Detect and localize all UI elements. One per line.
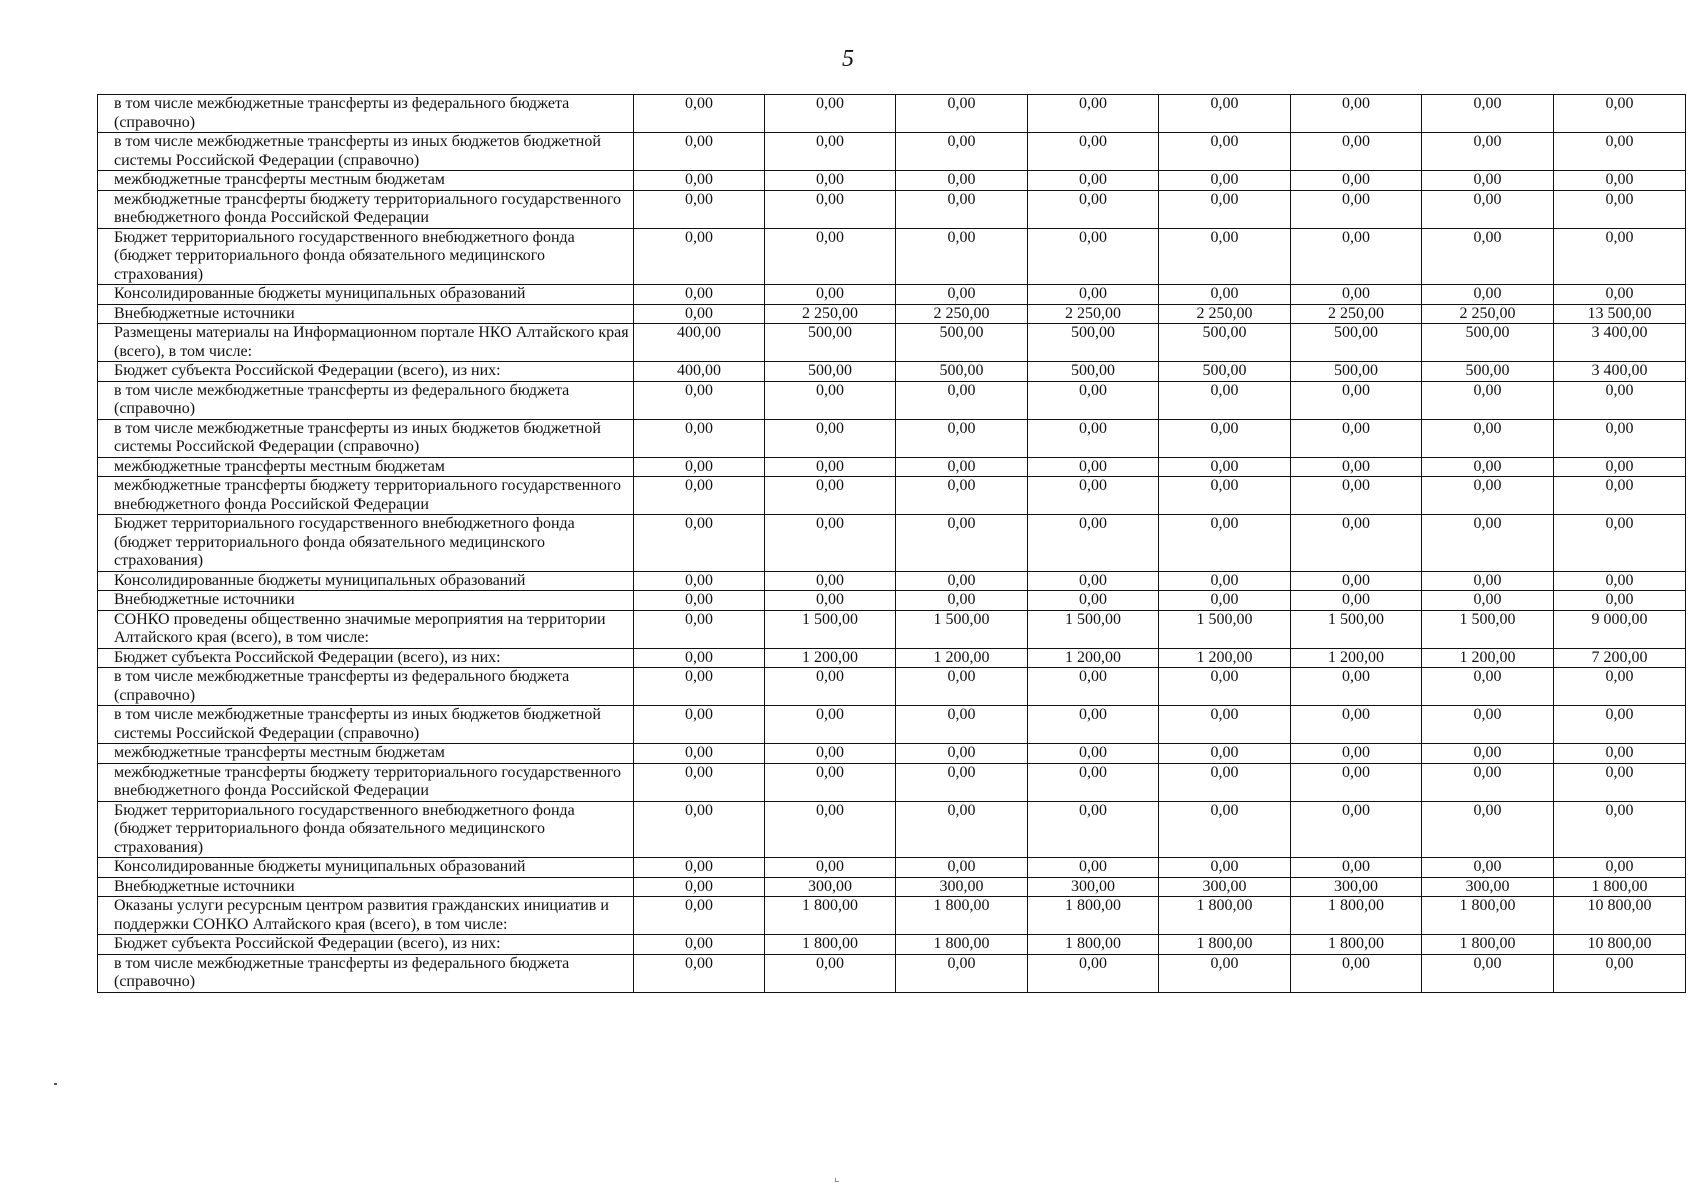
- year-value-cell: 2 250,00: [1291, 304, 1422, 324]
- year-value-cell: 500,00: [1422, 362, 1554, 382]
- row-total-cell: 0,00: [1554, 171, 1686, 191]
- year-value-cell: 0,00: [896, 285, 1028, 305]
- year-value-cell: 0,00: [634, 571, 765, 591]
- row-label: Бюджет территориального государственного внебюджетного фонда (бюджет территориального фонда обязательного медицинского страхования): [98, 228, 634, 285]
- year-value-cell: 1 200,00: [1291, 648, 1422, 668]
- row-label: в том числе межбюджетные трансферты из федерального бюджета (справочно): [98, 668, 634, 706]
- year-value-cell: 1 500,00: [1291, 610, 1422, 648]
- year-value-cell: 0,00: [634, 515, 765, 572]
- year-value-cell: 0,00: [634, 381, 765, 419]
- year-value-cell: 0,00: [896, 133, 1028, 171]
- year-value-cell: 0,00: [1422, 133, 1554, 171]
- year-value-cell: 2 250,00: [1028, 304, 1159, 324]
- row-label: Консолидированные бюджеты муниципальных образований: [98, 571, 634, 591]
- year-value-cell: 0,00: [1422, 515, 1554, 572]
- year-value-cell: 0,00: [634, 477, 765, 515]
- year-value-cell: 0,00: [1159, 228, 1291, 285]
- year-value-cell: 500,00: [896, 362, 1028, 382]
- year-value-cell: 0,00: [1028, 706, 1159, 744]
- table-row: [98, 877, 1686, 897]
- row-total-cell: 0,00: [1554, 668, 1686, 706]
- year-value-cell: 0,00: [765, 744, 896, 764]
- table-row: [98, 935, 1686, 955]
- year-value-cell: 0,00: [1028, 801, 1159, 858]
- year-value-cell: 0,00: [896, 419, 1028, 457]
- year-value-cell: 0,00: [1159, 381, 1291, 419]
- year-value-cell: 1 500,00: [896, 610, 1028, 648]
- row-total-cell: 0,00: [1554, 381, 1686, 419]
- year-value-cell: 0,00: [634, 801, 765, 858]
- year-value-cell: 0,00: [765, 801, 896, 858]
- row-label: Внебюджетные источники: [98, 304, 634, 324]
- year-value-cell: 0,00: [634, 591, 765, 611]
- year-value-cell: 1 800,00: [1159, 897, 1291, 935]
- year-value-cell: 0,00: [634, 285, 765, 305]
- year-value-cell: 0,00: [1422, 285, 1554, 305]
- year-value-cell: 300,00: [896, 877, 1028, 897]
- table-row: [98, 190, 1686, 228]
- scan-artifact-dot: [54, 1083, 57, 1085]
- year-value-cell: 0,00: [896, 477, 1028, 515]
- year-value-cell: 300,00: [1422, 877, 1554, 897]
- year-value-cell: 500,00: [765, 324, 896, 362]
- year-value-cell: 1 500,00: [1028, 610, 1159, 648]
- year-value-cell: 0,00: [1159, 419, 1291, 457]
- year-value-cell: 2 250,00: [765, 304, 896, 324]
- year-value-cell: 0,00: [765, 419, 896, 457]
- year-value-cell: 2 250,00: [896, 304, 1028, 324]
- year-value-cell: 0,00: [1028, 190, 1159, 228]
- year-value-cell: 0,00: [765, 571, 896, 591]
- year-value-cell: 0,00: [1422, 457, 1554, 477]
- year-value-cell: 0,00: [1028, 477, 1159, 515]
- year-value-cell: 0,00: [634, 706, 765, 744]
- row-total-cell: 0,00: [1554, 591, 1686, 611]
- year-value-cell: 0,00: [1291, 285, 1422, 305]
- year-value-cell: 0,00: [634, 648, 765, 668]
- year-value-cell: 0,00: [1291, 95, 1422, 133]
- row-total-cell: 0,00: [1554, 477, 1686, 515]
- year-value-cell: 0,00: [634, 457, 765, 477]
- year-value-cell: 1 800,00: [765, 935, 896, 955]
- year-value-cell: 0,00: [1028, 515, 1159, 572]
- row-label: СОНКО проведены общественно значимые мероприятия на территории Алтайского края (всего), в том числе:: [98, 610, 634, 648]
- year-value-cell: 0,00: [1159, 801, 1291, 858]
- year-value-cell: 0,00: [765, 477, 896, 515]
- year-value-cell: 1 800,00: [1028, 935, 1159, 955]
- row-label: в том числе межбюджетные трансферты из федерального бюджета (справочно): [98, 381, 634, 419]
- year-value-cell: 0,00: [1291, 477, 1422, 515]
- year-value-cell: 500,00: [1291, 362, 1422, 382]
- table-row: [98, 228, 1686, 285]
- year-value-cell: 1 800,00: [896, 897, 1028, 935]
- year-value-cell: 0,00: [1159, 190, 1291, 228]
- table-row: [98, 744, 1686, 764]
- year-value-cell: 0,00: [1422, 171, 1554, 191]
- row-total-cell: 9 000,00: [1554, 610, 1686, 648]
- row-label: Бюджет субъекта Российской Федерации (всего), из них:: [98, 935, 634, 955]
- year-value-cell: 1 200,00: [896, 648, 1028, 668]
- year-value-cell: 0,00: [1159, 744, 1291, 764]
- year-value-cell: 0,00: [1291, 133, 1422, 171]
- year-value-cell: 500,00: [896, 324, 1028, 362]
- row-label: в том числе межбюджетные трансферты из иных бюджетов бюджетной системы Российской Федерации (справочно): [98, 419, 634, 457]
- year-value-cell: 0,00: [1159, 515, 1291, 572]
- year-value-cell: 0,00: [896, 515, 1028, 572]
- year-value-cell: 0,00: [896, 171, 1028, 191]
- year-value-cell: 0,00: [1291, 171, 1422, 191]
- row-total-cell: 0,00: [1554, 954, 1686, 992]
- year-value-cell: 0,00: [1028, 591, 1159, 611]
- year-value-cell: 0,00: [1291, 668, 1422, 706]
- row-total-cell: 13 500,00: [1554, 304, 1686, 324]
- table-row: [98, 362, 1686, 382]
- row-total-cell: 0,00: [1554, 419, 1686, 457]
- year-value-cell: 0,00: [634, 171, 765, 191]
- year-value-cell: 0,00: [1291, 457, 1422, 477]
- year-value-cell: 0,00: [765, 954, 896, 992]
- row-label: межбюджетные трансферты местным бюджетам: [98, 457, 634, 477]
- year-value-cell: 0,00: [896, 858, 1028, 878]
- row-label: Бюджет субъекта Российской Федерации (всего), из них:: [98, 362, 634, 382]
- year-value-cell: 0,00: [896, 571, 1028, 591]
- year-value-cell: 0,00: [896, 457, 1028, 477]
- row-label: Консолидированные бюджеты муниципальных образований: [98, 285, 634, 305]
- row-total-cell: 0,00: [1554, 285, 1686, 305]
- year-value-cell: 0,00: [634, 419, 765, 457]
- year-value-cell: 0,00: [896, 190, 1028, 228]
- row-label: Консолидированные бюджеты муниципальных образований: [98, 858, 634, 878]
- table-row: [98, 897, 1686, 935]
- table-row: [98, 591, 1686, 611]
- year-value-cell: 0,00: [765, 95, 896, 133]
- row-total-cell: 0,00: [1554, 801, 1686, 858]
- year-value-cell: 0,00: [1028, 228, 1159, 285]
- table-row: [98, 801, 1686, 858]
- year-value-cell: 0,00: [634, 304, 765, 324]
- year-value-cell: 0,00: [1291, 228, 1422, 285]
- year-value-cell: 300,00: [1028, 877, 1159, 897]
- year-value-cell: 0,00: [634, 744, 765, 764]
- row-label: межбюджетные трансферты местным бюджетам: [98, 171, 634, 191]
- year-value-cell: 0,00: [1028, 171, 1159, 191]
- year-value-cell: 1 200,00: [1028, 648, 1159, 668]
- year-value-cell: 0,00: [1159, 706, 1291, 744]
- year-value-cell: 0,00: [634, 935, 765, 955]
- row-total-cell: 0,00: [1554, 515, 1686, 572]
- row-label: в том числе межбюджетные трансферты из иных бюджетов бюджетной системы Российской Федерации (справочно): [98, 706, 634, 744]
- year-value-cell: 0,00: [1159, 763, 1291, 801]
- table-row: [98, 610, 1686, 648]
- year-value-cell: 300,00: [765, 877, 896, 897]
- year-value-cell: 0,00: [1159, 591, 1291, 611]
- row-total-cell: 0,00: [1554, 571, 1686, 591]
- year-value-cell: 1 800,00: [765, 897, 896, 935]
- row-label: Бюджет субъекта Российской Федерации (всего), из них:: [98, 648, 634, 668]
- year-value-cell: 400,00: [634, 362, 765, 382]
- year-value-cell: 0,00: [1291, 381, 1422, 419]
- year-value-cell: 500,00: [1159, 362, 1291, 382]
- table-row: [98, 285, 1686, 305]
- year-value-cell: 0,00: [1159, 668, 1291, 706]
- year-value-cell: 0,00: [1422, 763, 1554, 801]
- year-value-cell: 1 800,00: [1159, 935, 1291, 955]
- table-row: [98, 763, 1686, 801]
- row-label: Бюджет территориального государственного внебюджетного фонда (бюджет территориального фонда обязательного медицинского страхования): [98, 801, 634, 858]
- year-value-cell: 1 800,00: [1422, 935, 1554, 955]
- table-row: [98, 324, 1686, 362]
- year-value-cell: 0,00: [896, 706, 1028, 744]
- page-number: 5: [842, 46, 854, 72]
- year-value-cell: 0,00: [1291, 858, 1422, 878]
- year-value-cell: 0,00: [1159, 171, 1291, 191]
- year-value-cell: 1 200,00: [765, 648, 896, 668]
- year-value-cell: 0,00: [765, 285, 896, 305]
- year-value-cell: 0,00: [634, 95, 765, 133]
- row-total-cell: 10 800,00: [1554, 935, 1686, 955]
- year-value-cell: 0,00: [1422, 954, 1554, 992]
- year-value-cell: 0,00: [1159, 477, 1291, 515]
- table-row: [98, 381, 1686, 419]
- year-value-cell: 0,00: [634, 858, 765, 878]
- year-value-cell: 0,00: [896, 591, 1028, 611]
- year-value-cell: 1 500,00: [1422, 610, 1554, 648]
- year-value-cell: 500,00: [1422, 324, 1554, 362]
- year-value-cell: 0,00: [1159, 457, 1291, 477]
- year-value-cell: 0,00: [1028, 668, 1159, 706]
- row-total-cell: 3 400,00: [1554, 362, 1686, 382]
- year-value-cell: 0,00: [1028, 285, 1159, 305]
- row-total-cell: 1 800,00: [1554, 877, 1686, 897]
- row-label: в том числе межбюджетные трансферты из иных бюджетов бюджетной системы Российской Федерации (справочно): [98, 133, 634, 171]
- table-row: [98, 477, 1686, 515]
- year-value-cell: 500,00: [765, 362, 896, 382]
- table-row: [98, 648, 1686, 668]
- year-value-cell: 0,00: [1028, 381, 1159, 419]
- year-value-cell: 0,00: [1291, 591, 1422, 611]
- row-total-cell: 3 400,00: [1554, 324, 1686, 362]
- year-value-cell: 0,00: [634, 763, 765, 801]
- year-value-cell: 0,00: [1028, 763, 1159, 801]
- year-value-cell: 500,00: [1291, 324, 1422, 362]
- table-row: [98, 954, 1686, 992]
- row-label: Оказаны услуги ресурсным центром развития гражданских инициатив и поддержки СОНКО Алтайского края (всего), в том числе:: [98, 897, 634, 935]
- year-value-cell: 0,00: [1422, 228, 1554, 285]
- row-total-cell: 10 800,00: [1554, 897, 1686, 935]
- year-value-cell: 0,00: [1291, 190, 1422, 228]
- year-value-cell: 0,00: [1028, 419, 1159, 457]
- row-total-cell: 0,00: [1554, 95, 1686, 133]
- year-value-cell: 0,00: [1159, 954, 1291, 992]
- year-value-cell: 0,00: [765, 228, 896, 285]
- table-row: [98, 668, 1686, 706]
- year-value-cell: 1 800,00: [1028, 897, 1159, 935]
- row-label: Внебюджетные источники: [98, 591, 634, 611]
- year-value-cell: 0,00: [1422, 801, 1554, 858]
- year-value-cell: 0,00: [1028, 457, 1159, 477]
- row-label: межбюджетные трансферты местным бюджетам: [98, 744, 634, 764]
- year-value-cell: 0,00: [765, 515, 896, 572]
- year-value-cell: 0,00: [634, 228, 765, 285]
- year-value-cell: 500,00: [1028, 324, 1159, 362]
- year-value-cell: 0,00: [765, 591, 896, 611]
- year-value-cell: 0,00: [1422, 744, 1554, 764]
- year-value-cell: 0,00: [1028, 858, 1159, 878]
- year-value-cell: 0,00: [1422, 190, 1554, 228]
- row-label: межбюджетные трансферты бюджету территориального государственного внебюджетного фонда Российской Федерации: [98, 190, 634, 228]
- year-value-cell: 0,00: [1291, 515, 1422, 572]
- year-value-cell: 0,00: [1159, 133, 1291, 171]
- year-value-cell: 300,00: [1159, 877, 1291, 897]
- year-value-cell: 0,00: [765, 858, 896, 878]
- row-total-cell: 0,00: [1554, 763, 1686, 801]
- year-value-cell: 2 250,00: [1422, 304, 1554, 324]
- row-total-cell: 0,00: [1554, 190, 1686, 228]
- year-value-cell: 0,00: [765, 763, 896, 801]
- year-value-cell: 0,00: [1028, 133, 1159, 171]
- year-value-cell: 0,00: [634, 610, 765, 648]
- year-value-cell: 0,00: [1422, 419, 1554, 457]
- year-value-cell: 0,00: [765, 171, 896, 191]
- year-value-cell: 0,00: [896, 95, 1028, 133]
- year-value-cell: 1 500,00: [1159, 610, 1291, 648]
- table-row: [98, 457, 1686, 477]
- row-total-cell: 7 200,00: [1554, 648, 1686, 668]
- year-value-cell: 0,00: [634, 897, 765, 935]
- year-value-cell: 0,00: [1159, 95, 1291, 133]
- year-value-cell: 0,00: [765, 457, 896, 477]
- year-value-cell: 0,00: [896, 954, 1028, 992]
- year-value-cell: 300,00: [1291, 877, 1422, 897]
- year-value-cell: 0,00: [1422, 477, 1554, 515]
- year-value-cell: 0,00: [634, 668, 765, 706]
- row-total-cell: 0,00: [1554, 744, 1686, 764]
- year-value-cell: 0,00: [1291, 744, 1422, 764]
- year-value-cell: 0,00: [1028, 744, 1159, 764]
- year-value-cell: 0,00: [1291, 571, 1422, 591]
- table-row: [98, 858, 1686, 878]
- year-value-cell: 0,00: [1159, 285, 1291, 305]
- table-row: [98, 515, 1686, 572]
- year-value-cell: 0,00: [1291, 763, 1422, 801]
- year-value-cell: 500,00: [1159, 324, 1291, 362]
- table-row: [98, 419, 1686, 457]
- year-value-cell: 0,00: [896, 668, 1028, 706]
- year-value-cell: 0,00: [634, 190, 765, 228]
- row-label: Внебюджетные источники: [98, 877, 634, 897]
- row-label: межбюджетные трансферты бюджету территориального государственного внебюджетного фонда Российской Федерации: [98, 763, 634, 801]
- row-label: в том числе межбюджетные трансферты из федерального бюджета (справочно): [98, 95, 634, 133]
- year-value-cell: 0,00: [1028, 571, 1159, 591]
- year-value-cell: 0,00: [1422, 591, 1554, 611]
- row-total-cell: 0,00: [1554, 706, 1686, 744]
- table-row: [98, 171, 1686, 191]
- year-value-cell: 0,00: [1291, 419, 1422, 457]
- year-value-cell: 500,00: [1028, 362, 1159, 382]
- year-value-cell: 0,00: [1422, 571, 1554, 591]
- year-value-cell: 0,00: [634, 954, 765, 992]
- year-value-cell: 0,00: [1422, 706, 1554, 744]
- year-value-cell: 0,00: [1028, 95, 1159, 133]
- year-value-cell: 1 500,00: [765, 610, 896, 648]
- row-total-cell: 0,00: [1554, 858, 1686, 878]
- year-value-cell: 0,00: [896, 801, 1028, 858]
- table-row: [98, 571, 1686, 591]
- scan-artifact: ⌞: [834, 1170, 840, 1184]
- year-value-cell: 0,00: [765, 668, 896, 706]
- year-value-cell: 0,00: [765, 190, 896, 228]
- year-value-cell: 1 800,00: [1422, 897, 1554, 935]
- row-total-cell: 0,00: [1554, 457, 1686, 477]
- year-value-cell: 0,00: [896, 381, 1028, 419]
- year-value-cell: 0,00: [896, 228, 1028, 285]
- year-value-cell: 0,00: [634, 877, 765, 897]
- year-value-cell: 2 250,00: [1159, 304, 1291, 324]
- year-value-cell: 400,00: [634, 324, 765, 362]
- year-value-cell: 0,00: [1422, 668, 1554, 706]
- year-value-cell: 0,00: [1422, 858, 1554, 878]
- year-value-cell: 1 200,00: [1422, 648, 1554, 668]
- table-body: [98, 95, 1686, 993]
- table-row: [98, 706, 1686, 744]
- year-value-cell: 0,00: [1028, 954, 1159, 992]
- year-value-cell: 1 800,00: [1291, 935, 1422, 955]
- year-value-cell: 0,00: [1422, 95, 1554, 133]
- year-value-cell: 0,00: [1422, 381, 1554, 419]
- year-value-cell: 1 800,00: [1291, 897, 1422, 935]
- table-row: [98, 133, 1686, 171]
- row-label: межбюджетные трансферты бюджету территориального государственного внебюджетного фонда Российской Федерации: [98, 477, 634, 515]
- table-row: [98, 95, 1686, 133]
- year-value-cell: 0,00: [1291, 706, 1422, 744]
- year-value-cell: 1 800,00: [896, 935, 1028, 955]
- year-value-cell: 0,00: [896, 744, 1028, 764]
- year-value-cell: 0,00: [765, 133, 896, 171]
- year-value-cell: 0,00: [896, 763, 1028, 801]
- row-label: Размещены материалы на Информационном портале НКО Алтайского края (всего), в том числе:: [98, 324, 634, 362]
- year-value-cell: 0,00: [765, 381, 896, 419]
- table-row: [98, 304, 1686, 324]
- row-total-cell: 0,00: [1554, 133, 1686, 171]
- budget-table: [97, 94, 1686, 993]
- year-value-cell: 0,00: [1159, 858, 1291, 878]
- year-value-cell: 0,00: [765, 706, 896, 744]
- row-total-cell: 0,00: [1554, 228, 1686, 285]
- year-value-cell: 0,00: [1159, 571, 1291, 591]
- row-label: в том числе межбюджетные трансферты из федерального бюджета (справочно): [98, 954, 634, 992]
- year-value-cell: 1 200,00: [1159, 648, 1291, 668]
- row-label: Бюджет территориального государственного внебюджетного фонда (бюджет территориального фонда обязательного медицинского страхования): [98, 515, 634, 572]
- year-value-cell: 0,00: [1291, 801, 1422, 858]
- year-value-cell: 0,00: [634, 133, 765, 171]
- year-value-cell: 0,00: [1291, 954, 1422, 992]
